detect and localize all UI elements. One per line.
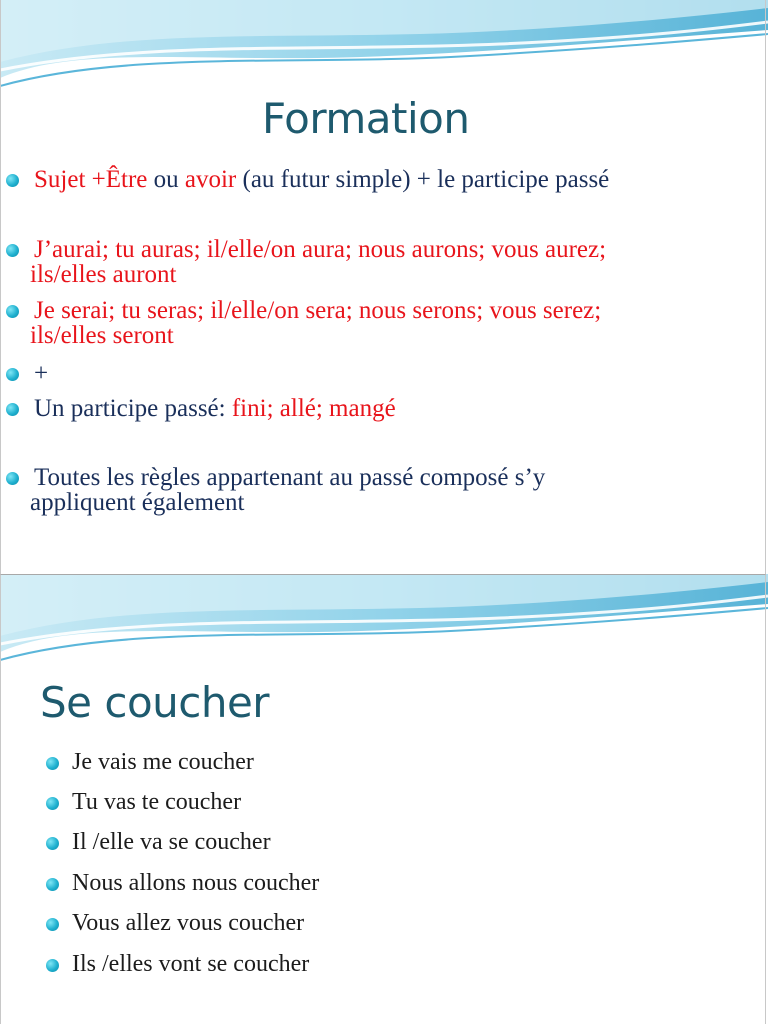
participe-label: Un participe passé:: [34, 395, 232, 422]
avoir-line-2: ils/elles auront: [30, 261, 177, 288]
bullet-dot-icon: [46, 918, 59, 931]
conjugation-text: Nous allons nous coucher: [72, 870, 320, 896]
plus-sign: +: [34, 360, 49, 387]
bullet-dot-icon: [6, 368, 19, 381]
wave-banner: [0, 574, 768, 664]
formula-avoir: avoir: [184, 166, 237, 193]
bullet-dot-icon: [46, 757, 59, 770]
bullet-dot-icon: [6, 244, 19, 257]
regles-line-1: Toutes les règles appartenant au passé composé s’y: [34, 464, 546, 491]
conjugation-text: Il /elle va se coucher: [72, 829, 271, 855]
bullet-dot-icon: [6, 174, 19, 187]
etre-line-2: ils/elles seront: [30, 322, 174, 349]
bullet-dot-icon: [46, 878, 59, 891]
bullet-dot-icon: [6, 403, 19, 416]
formula-subject-etre: Sujet +Être: [34, 166, 148, 193]
slide-title-se-coucher: Se coucher: [40, 678, 270, 727]
bullet-dot-icon: [6, 472, 19, 485]
regles-line-2: appliquent également: [30, 489, 245, 516]
bullet-dot-icon: [46, 837, 59, 850]
bullet-dot-icon: [6, 305, 19, 318]
avoir-line-1: J’aurai; tu auras; il/elle/on aura; nous aurons; vous aurez;: [34, 236, 607, 263]
conjugation-text: Je vais me coucher: [72, 749, 254, 775]
slide-title-formation: Formation: [262, 94, 470, 143]
etre-line-1: Je serai; tu seras; il/elle/on sera; nous serons; vous serez;: [34, 297, 602, 324]
participe-examples: fini; allé; mangé: [231, 395, 396, 422]
slide-se-coucher: [0, 574, 768, 1024]
wave-banner: [0, 0, 768, 90]
formula-rest: (au futur simple) + le participe passé: [236, 166, 610, 193]
bullet-dot-icon: [46, 959, 59, 972]
conjugation-text: Ils /elles vont se coucher: [72, 951, 310, 977]
conjugation-text: Tu vas te coucher: [72, 789, 242, 815]
conjugation-text: Vous allez vous coucher: [72, 910, 305, 936]
formula-ou: ou: [147, 166, 185, 193]
bullet-dot-icon: [46, 797, 59, 810]
